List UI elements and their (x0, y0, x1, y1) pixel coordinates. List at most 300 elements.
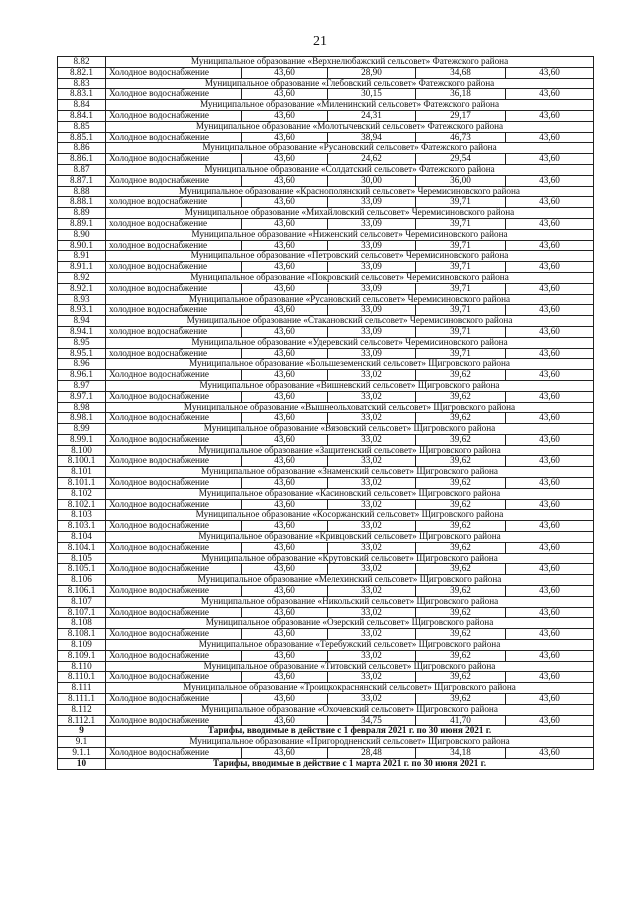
tariff-value: 39,62 (416, 434, 506, 445)
municipality-heading-row (58, 661, 594, 672)
tariff-value: 39,62 (416, 694, 506, 705)
tariff-value: 43,60 (242, 748, 328, 759)
tariff-value: 33,02 (328, 650, 416, 661)
tariff-value: 29,54 (416, 154, 506, 165)
tariff-value: 43,60 (242, 175, 328, 186)
municipality-name: Муниципальное образование «Косоржанский сельсовет» Щигровского района (106, 510, 594, 521)
service-name: Холодное водоснабжение (106, 499, 242, 510)
tariff-value: 36,00 (416, 175, 506, 186)
page-number: 21 (313, 34, 327, 49)
municipality-name: Муниципальное образование «Верхнелюбажский сельсовет» Фатежского района (106, 57, 594, 68)
tariff-value: 43,60 (242, 456, 328, 467)
municipality-heading-row (58, 532, 594, 543)
service-name: холодное водоснабжение (106, 326, 242, 337)
tariff-value: 43,60 (506, 521, 594, 532)
row-number: 8.109 (58, 640, 106, 651)
row-number: 8.95.1 (58, 348, 106, 359)
municipality-heading-row (58, 618, 594, 629)
tariff-value: 43,60 (242, 521, 328, 532)
municipality-name: Муниципальное образование «Вишневский сельсовет» Щигровского района (106, 380, 594, 391)
municipality-heading-row (58, 143, 594, 154)
row-number: 8.105.1 (58, 564, 106, 575)
tariff-row (58, 499, 594, 510)
tariff-row (58, 283, 594, 294)
tariff-row (58, 748, 594, 759)
tariff-row (58, 240, 594, 251)
service-name: Холодное водоснабжение (106, 672, 242, 683)
tariff-row (58, 672, 594, 683)
municipality-heading-row (58, 164, 594, 175)
tariff-value: 43,60 (242, 67, 328, 78)
tariff-value: 39,62 (416, 564, 506, 575)
service-name: Холодное водоснабжение (106, 629, 242, 640)
row-number: 8.104 (58, 532, 106, 543)
tariff-value: 39,62 (416, 370, 506, 381)
tariff-value: 43,60 (506, 262, 594, 273)
municipality-heading-row (58, 57, 594, 68)
row-number: 8.94.1 (58, 326, 106, 337)
tariff-row (58, 456, 594, 467)
municipality-heading-row (58, 272, 594, 283)
row-number: 8.96.1 (58, 370, 106, 381)
municipality-name: Муниципальное образование «Русановский сельсовет» Черемисиновского района (106, 294, 594, 305)
section-heading: Тарифы, вводимые в действие с 1 марта 2021 г. по 30 июня 2021 г. (106, 758, 594, 769)
row-number: 8.102 (58, 488, 106, 499)
tariff-row (58, 132, 594, 143)
row-number: 8.112 (58, 704, 106, 715)
service-name: холодное водоснабжение (106, 197, 242, 208)
tariff-value: 33,02 (328, 478, 416, 489)
tariff-value: 43,60 (506, 370, 594, 381)
tariff-value: 39,71 (416, 283, 506, 294)
service-name: Холодное водоснабжение (106, 748, 242, 759)
tariff-value: 43,60 (242, 672, 328, 683)
tariff-row (58, 413, 594, 424)
row-number: 8.109.1 (58, 650, 106, 661)
municipality-heading-row (58, 229, 594, 240)
municipality-name: Муниципальное образование «Знаменский сельсовет» Щигровского района (106, 467, 594, 478)
row-number: 8.100.1 (58, 456, 106, 467)
service-name: Холодное водоснабжение (106, 564, 242, 575)
row-number: 8.94 (58, 316, 106, 327)
municipality-name: Муниципальное образование «Пригородненский сельсовет» Щигровского района (106, 737, 594, 748)
tariff-value: 43,60 (506, 629, 594, 640)
tariff-value: 43,60 (506, 89, 594, 100)
row-number: 8.89 (58, 208, 106, 219)
municipality-name: Муниципальное образование «Молотычевский сельсовет» Фатежского района (106, 121, 594, 132)
municipality-name: Муниципальное образование «Троицкокраснянский сельсовет» Щигровского района (106, 683, 594, 694)
municipality-name: Муниципальное образование «Глебовский сельсовет» Фатежского района (106, 78, 594, 89)
tariff-value: 33,02 (328, 607, 416, 618)
municipality-name: Муниципальное образование «Стакановский сельсовет» Черемисиновского района (106, 316, 594, 327)
tariff-row (58, 542, 594, 553)
section-heading-row (58, 726, 594, 737)
municipality-heading-row (58, 337, 594, 348)
tariff-value: 34,68 (416, 67, 506, 78)
tariff-value: 33,09 (328, 326, 416, 337)
municipality-heading-row (58, 683, 594, 694)
service-name: Холодное водоснабжение (106, 175, 242, 186)
tariff-value: 30,00 (328, 175, 416, 186)
municipality-heading-row (58, 553, 594, 564)
row-number: 8.88.1 (58, 197, 106, 208)
tariff-value: 43,60 (506, 650, 594, 661)
row-number: 8.106.1 (58, 586, 106, 597)
tariff-value: 34,18 (416, 748, 506, 759)
row-number: 8.108.1 (58, 629, 106, 640)
service-name: Холодное водоснабжение (106, 694, 242, 705)
row-number: 8.88 (58, 186, 106, 197)
service-name: Холодное водоснабжение (106, 370, 242, 381)
municipality-heading-row (58, 467, 594, 478)
municipality-heading-row (58, 186, 594, 197)
tariff-value: 46,73 (416, 132, 506, 143)
row-number: 8.97.1 (58, 391, 106, 402)
tariff-value: 39,62 (416, 456, 506, 467)
tariff-value: 39,62 (416, 542, 506, 553)
municipality-name: Муниципальное образование «Вязовский сельсовет» Щигровского района (106, 424, 594, 435)
row-number: 8.103.1 (58, 521, 106, 532)
municipality-name: Муниципальное образование «Солдатский сельсовет» Фатежского района (106, 164, 594, 175)
tariff-value: 43,60 (506, 154, 594, 165)
section-heading-row (58, 758, 594, 769)
tariff-value: 33,02 (328, 434, 416, 445)
tariff-value: 43,60 (242, 391, 328, 402)
tariff-row (58, 694, 594, 705)
row-number: 8.105 (58, 553, 106, 564)
municipality-heading-row (58, 100, 594, 111)
row-number: 8.85 (58, 121, 106, 132)
row-number: 8.98 (58, 402, 106, 413)
tariff-value: 39,62 (416, 478, 506, 489)
row-number: 8.99 (58, 424, 106, 435)
tariff-value: 39,71 (416, 240, 506, 251)
tariff-table (57, 56, 594, 770)
service-name: Холодное водоснабжение (106, 521, 242, 532)
municipality-name: Муниципальное образование «Петровский сельсовет» Черемисиновского района (106, 251, 594, 262)
service-name: Холодное водоснабжение (106, 413, 242, 424)
tariff-value: 33,09 (328, 348, 416, 359)
row-number: 8.87.1 (58, 175, 106, 186)
tariff-row (58, 715, 594, 726)
tariff-value: 39,62 (416, 413, 506, 424)
municipality-heading-row (58, 359, 594, 370)
service-name: Холодное водоснабжение (106, 110, 242, 121)
tariff-value: 43,60 (506, 456, 594, 467)
tariff-value: 43,60 (506, 326, 594, 337)
tariff-value: 43,60 (242, 240, 328, 251)
tariff-value: 43,60 (242, 650, 328, 661)
row-number: 8.101 (58, 467, 106, 478)
row-number: 8.99.1 (58, 434, 106, 445)
municipality-name: Муниципальное образование «Защитенский сельсовет» Щигровского района (106, 445, 594, 456)
tariff-row (58, 326, 594, 337)
row-number: 8.89.1 (58, 218, 106, 229)
row-number: 8.112.1 (58, 715, 106, 726)
tariff-value: 39,71 (416, 262, 506, 273)
tariff-value: 43,60 (506, 110, 594, 121)
municipality-heading-row (58, 488, 594, 499)
municipality-heading-row (58, 294, 594, 305)
municipality-heading-row (58, 575, 594, 586)
municipality-heading-row (58, 402, 594, 413)
municipality-name: Муниципальное образование «Титовский сельсовет» Щигровского района (106, 661, 594, 672)
tariff-value: 39,71 (416, 218, 506, 229)
row-number: 8.104.1 (58, 542, 106, 553)
service-name: Холодное водоснабжение (106, 542, 242, 553)
tariff-value: 39,62 (416, 586, 506, 597)
tariff-value: 43,60 (242, 218, 328, 229)
row-number: 8.85.1 (58, 132, 106, 143)
row-number: 8.101.1 (58, 478, 106, 489)
municipality-heading-row (58, 208, 594, 219)
tariff-value: 43,60 (506, 586, 594, 597)
row-number: 8.82 (58, 57, 106, 68)
service-name: Холодное водоснабжение (106, 391, 242, 402)
service-name: Холодное водоснабжение (106, 132, 242, 143)
row-number: 8.93 (58, 294, 106, 305)
row-number: 8.90 (58, 229, 106, 240)
row-number: 8.100 (58, 445, 106, 456)
tariff-value: 43,60 (506, 67, 594, 78)
tariff-value: 33,02 (328, 521, 416, 532)
tariff-value: 43,60 (506, 132, 594, 143)
tariff-row (58, 154, 594, 165)
row-number: 8.107 (58, 596, 106, 607)
section-heading: Тарифы, вводимые в действие с 1 февраля 2021 г. по 30 июня 2021 г. (106, 726, 594, 737)
row-number: 8.98.1 (58, 413, 106, 424)
tariff-row (58, 67, 594, 78)
row-number: 8.83 (58, 78, 106, 89)
row-number: 8.102.1 (58, 499, 106, 510)
tariff-value: 36,18 (416, 89, 506, 100)
tariff-row (58, 305, 594, 316)
municipality-name: Муниципальное образование «Теребужский сельсовет» Щигровского района (106, 640, 594, 651)
row-number: 8.111 (58, 683, 106, 694)
tariff-table-body (58, 57, 594, 770)
tariff-value: 39,71 (416, 197, 506, 208)
tariff-value: 43,60 (506, 434, 594, 445)
tariff-value: 43,60 (242, 283, 328, 294)
tariff-row (58, 564, 594, 575)
municipality-heading-row (58, 78, 594, 89)
service-name: холодное водоснабжение (106, 262, 242, 273)
tariff-value: 43,60 (506, 672, 594, 683)
municipality-name: Муниципальное образование «Озерский сельсовет» Щигровского района (106, 618, 594, 629)
service-name: холодное водоснабжение (106, 240, 242, 251)
tariff-value: 43,60 (242, 434, 328, 445)
tariff-value: 39,62 (416, 499, 506, 510)
tariff-value: 43,60 (242, 370, 328, 381)
municipality-name: Муниципальное образование «Мелехинский сельсовет» Щигровского района (106, 575, 594, 586)
tariff-row (58, 110, 594, 121)
tariff-value: 33,02 (328, 413, 416, 424)
tariff-row (58, 521, 594, 532)
tariff-value: 33,02 (328, 391, 416, 402)
tariff-row (58, 478, 594, 489)
tariff-value: 33,02 (328, 672, 416, 683)
municipality-name: Муниципальное образование «Вышнеольховатский сельсовет» Щигровского района (106, 402, 594, 413)
tariff-value: 39,62 (416, 607, 506, 618)
tariff-value: 39,62 (416, 650, 506, 661)
tariff-row (58, 629, 594, 640)
row-number: 9 (58, 726, 106, 737)
municipality-heading-row (58, 640, 594, 651)
service-name: Холодное водоснабжение (106, 650, 242, 661)
service-name: Холодное водоснабжение (106, 586, 242, 597)
municipality-name: Муниципальное образование «Покровский сельсовет» Черемисиновского района (106, 272, 594, 283)
service-name: Холодное водоснабжение (106, 67, 242, 78)
municipality-name: Муниципальное образование «Крутовский сельсовет» Щигровского района (106, 553, 594, 564)
tariff-value: 33,09 (328, 262, 416, 273)
tariff-row (58, 391, 594, 402)
row-number: 8.86.1 (58, 154, 106, 165)
tariff-row (58, 650, 594, 661)
tariff-value: 43,60 (242, 305, 328, 316)
municipality-name: Муниципальное образование «Русановский сельсовет» Фатежского района (106, 143, 594, 154)
tariff-value: 43,60 (242, 197, 328, 208)
tariff-value: 43,60 (506, 499, 594, 510)
municipality-heading-row (58, 704, 594, 715)
tariff-value: 43,60 (242, 499, 328, 510)
service-name: Холодное водоснабжение (106, 478, 242, 489)
municipality-heading-row (58, 445, 594, 456)
tariff-value: 39,71 (416, 326, 506, 337)
tariff-value: 43,60 (506, 218, 594, 229)
row-number: 8.82.1 (58, 67, 106, 78)
tariff-value: 39,62 (416, 521, 506, 532)
tariff-value: 33,02 (328, 629, 416, 640)
service-name: Холодное водоснабжение (106, 607, 242, 618)
municipality-heading-row (58, 121, 594, 132)
service-name: Холодное водоснабжение (106, 89, 242, 100)
row-number: 8.108 (58, 618, 106, 629)
municipality-name: Муниципальное образование «Ниженский сельсовет» Черемисиновского района (106, 229, 594, 240)
municipality-name: Муниципальное образование «Кривцовский сельсовет» Щигровского района (106, 532, 594, 543)
tariff-value: 43,60 (506, 283, 594, 294)
tariff-value: 33,09 (328, 240, 416, 251)
tariff-value: 43,60 (242, 413, 328, 424)
tariff-value: 43,60 (506, 305, 594, 316)
municipality-heading-row (58, 510, 594, 521)
row-number: 8.93.1 (58, 305, 106, 316)
tariff-value: 28,48 (328, 748, 416, 759)
tariff-value: 43,60 (506, 478, 594, 489)
tariff-value: 33,09 (328, 197, 416, 208)
tariff-value: 29,17 (416, 110, 506, 121)
tariff-value: 33,02 (328, 370, 416, 381)
municipality-name: Муниципальное образование «Касиновский сельсовет» Щигровского района (106, 488, 594, 499)
municipality-heading-row (58, 424, 594, 435)
row-number: 8.95 (58, 337, 106, 348)
tariff-row (58, 218, 594, 229)
tariff-row (58, 348, 594, 359)
row-number: 8.91 (58, 251, 106, 262)
tariff-value: 43,60 (506, 542, 594, 553)
tariff-value: 39,62 (416, 672, 506, 683)
tariff-value: 43,60 (242, 262, 328, 273)
municipality-name: Муниципальное образование «Охочевский сельсовет» Щигровского района (106, 704, 594, 715)
tariff-value: 28,90 (328, 67, 416, 78)
municipality-heading-row (58, 596, 594, 607)
service-name: холодное водоснабжение (106, 218, 242, 229)
municipality-name: Муниципальное образование «Удеревский сельсовет» Черемисиновского района (106, 337, 594, 348)
tariff-value: 43,60 (506, 240, 594, 251)
tariff-value: 43,60 (242, 694, 328, 705)
service-name: Холодное водоснабжение (106, 715, 242, 726)
row-number: 8.86 (58, 143, 106, 154)
tariff-value: 43,60 (242, 132, 328, 143)
tariff-row (58, 434, 594, 445)
row-number: 10 (58, 758, 106, 769)
tariff-value: 43,60 (506, 607, 594, 618)
tariff-value: 43,60 (242, 478, 328, 489)
tariff-value: 33,09 (328, 283, 416, 294)
service-name: Холодное водоснабжение (106, 456, 242, 467)
row-number: 8.103 (58, 510, 106, 521)
row-number: 8.92 (58, 272, 106, 283)
tariff-value: 24,62 (328, 154, 416, 165)
row-number: 8.97 (58, 380, 106, 391)
row-number: 8.110 (58, 661, 106, 672)
tariff-value: 33,02 (328, 694, 416, 705)
tariff-value: 43,60 (506, 694, 594, 705)
tariff-value: 30,15 (328, 89, 416, 100)
municipality-heading-row (58, 380, 594, 391)
tariff-value: 38,94 (328, 132, 416, 143)
municipality-name: Муниципальное образование «Миленинский сельсовет» Фатежского района (106, 100, 594, 111)
tariff-value: 43,60 (242, 326, 328, 337)
tariff-value: 39,62 (416, 391, 506, 402)
tariff-row (58, 370, 594, 381)
tariff-value: 43,60 (242, 542, 328, 553)
tariff-value: 43,60 (506, 413, 594, 424)
tariff-value: 43,60 (242, 110, 328, 121)
municipality-heading-row (58, 737, 594, 748)
municipality-heading-row (58, 251, 594, 262)
tariff-row (58, 586, 594, 597)
row-number: 9.1 (58, 737, 106, 748)
tariff-value: 43,60 (506, 348, 594, 359)
tariff-value: 43,60 (242, 715, 328, 726)
tariff-value: 43,60 (506, 715, 594, 726)
service-name: Холодное водоснабжение (106, 154, 242, 165)
row-number: 8.107.1 (58, 607, 106, 618)
tariff-value: 43,60 (242, 348, 328, 359)
row-number: 8.106 (58, 575, 106, 586)
tariff-value: 43,60 (242, 586, 328, 597)
row-number: 8.84 (58, 100, 106, 111)
row-number: 8.110.1 (58, 672, 106, 683)
tariff-value: 43,60 (506, 748, 594, 759)
tariff-value: 39,71 (416, 348, 506, 359)
tariff-value: 43,60 (242, 89, 328, 100)
tariff-row (58, 262, 594, 273)
tariff-value: 33,02 (328, 586, 416, 597)
row-number: 9.1.1 (58, 748, 106, 759)
municipality-name: Муниципальное образование «Михайловский сельсовет» Черемисиновского района (106, 208, 594, 219)
tariff-value: 43,60 (242, 607, 328, 618)
tariff-value: 43,60 (506, 197, 594, 208)
row-number: 8.96 (58, 359, 106, 370)
tariff-value: 41,70 (416, 715, 506, 726)
tariff-value: 34,75 (328, 715, 416, 726)
tariff-value: 43,60 (506, 391, 594, 402)
tariff-value: 33,02 (328, 564, 416, 575)
row-number: 8.84.1 (58, 110, 106, 121)
tariff-value: 43,60 (506, 564, 594, 575)
tariff-value: 33,09 (328, 218, 416, 229)
